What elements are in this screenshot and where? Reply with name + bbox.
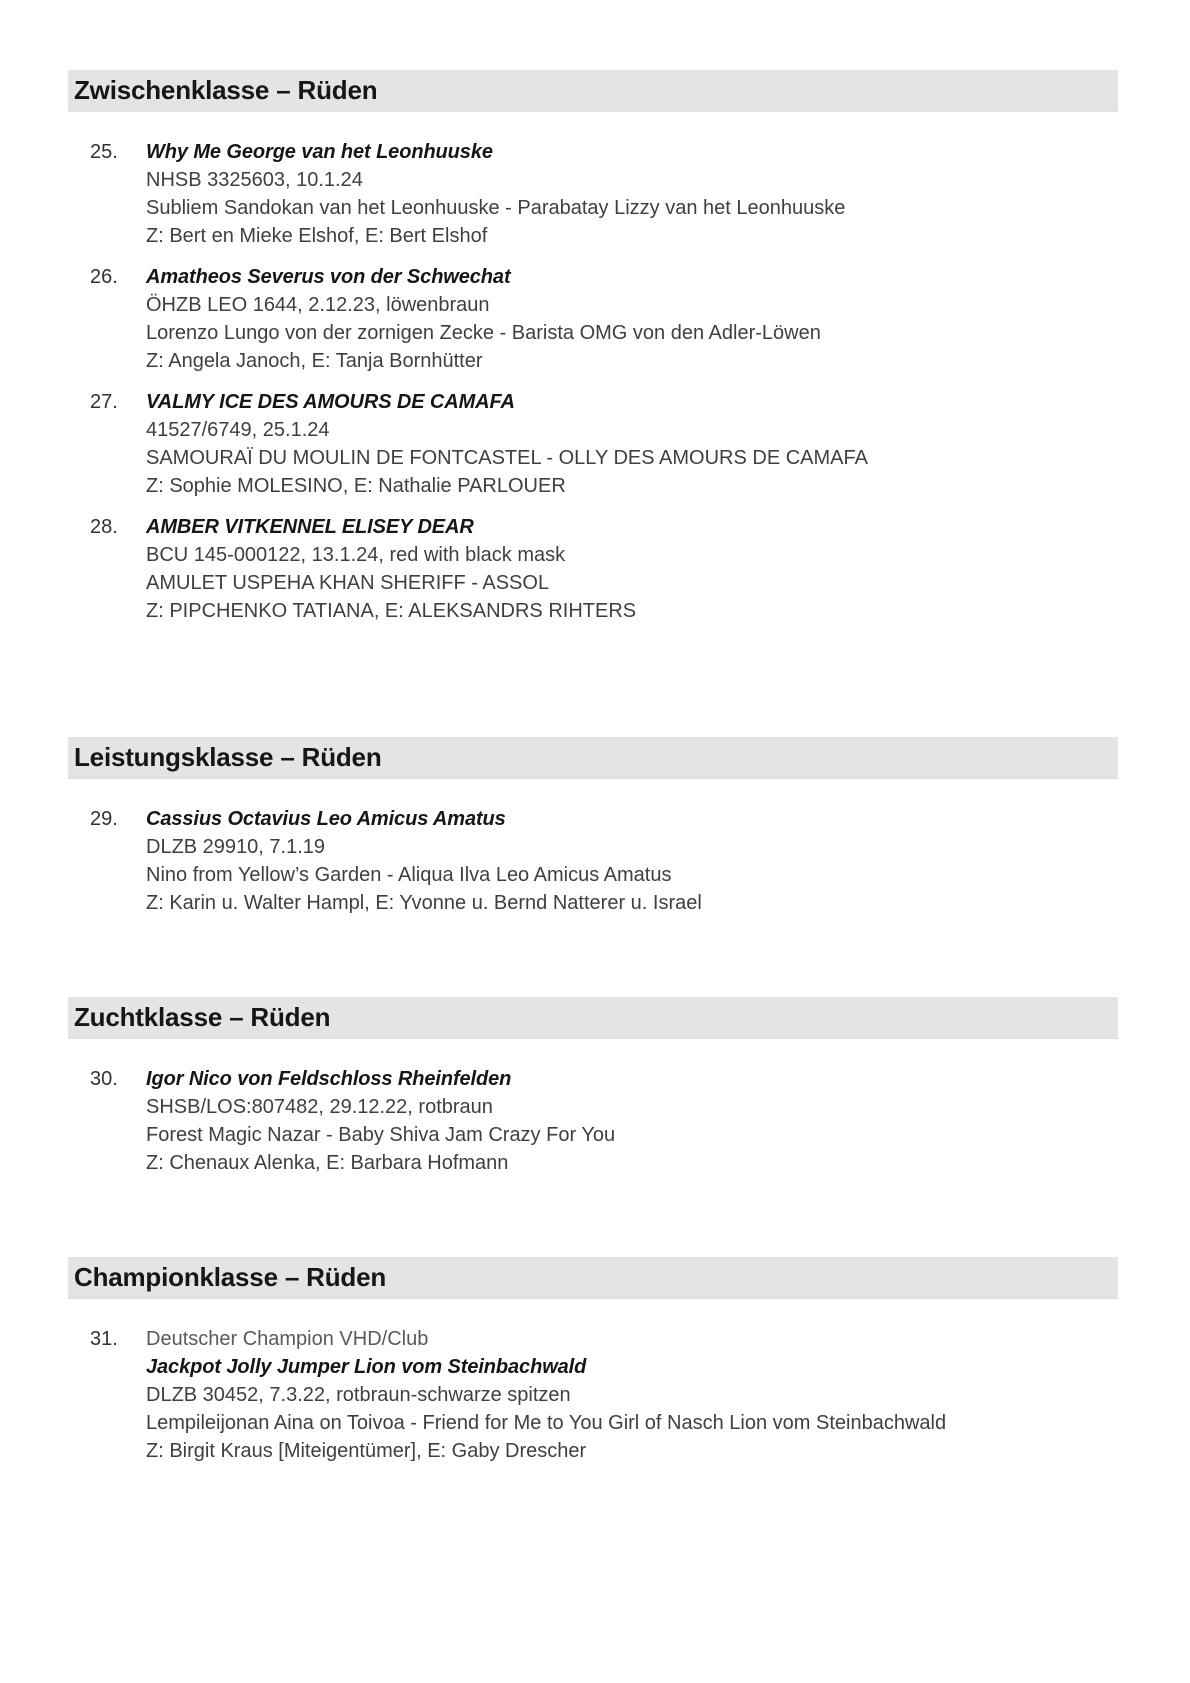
entry-list	[68, 1065, 1118, 1177]
dog-entry	[90, 805, 1118, 917]
entry-body	[146, 263, 1118, 375]
entry-list	[68, 138, 1118, 625]
entry-registration: NHSB 3325603, 10.1.24	[146, 169, 363, 191]
entry-body	[146, 805, 1118, 917]
entry-number: 30.	[90, 1068, 118, 1090]
entry-breeder-owner: Z: Bert en Mieke Elshof, E: Bert Elshof	[146, 225, 488, 247]
entry-parents: AMULET USPEHA KHAN SHERIFF - ASSOL	[146, 572, 550, 594]
entry-parents: Lempileijonan Aina on Toivoa - Friend for Me to You Girl of Nasch Lion vom Steinbachwald	[146, 1412, 947, 1434]
entry-pretitle: Deutscher Champion VHD/Club	[146, 1328, 429, 1350]
entry-registration: DLZB 29910, 7.1.19	[146, 836, 326, 858]
entry-list	[68, 805, 1118, 917]
entry-name: Igor Nico von Feldschloss Rheinfelden	[146, 1068, 512, 1090]
section-header-bar	[68, 70, 1118, 112]
section-title: Leistungsklasse – Rüden	[74, 742, 382, 772]
entry-parents: Nino from Yellow’s Garden - Aliqua Ilva Leo Amicus Amatus	[146, 864, 672, 886]
entry-breeder-owner: Z: Sophie MOLESINO, E: Nathalie PARLOUER	[146, 475, 566, 497]
entry-parents: Lorenzo Lungo von der zornigen Zecke - Barista OMG von den Adler-Löwen	[146, 322, 821, 344]
catalog-sections	[68, 70, 1118, 1465]
entry-number: 25.	[90, 141, 118, 163]
dog-entry	[90, 1065, 1118, 1177]
entry-registration: SHSB/LOS:807482, 29.12.22, rotbraun	[146, 1096, 493, 1118]
class-section	[68, 997, 1118, 1177]
section-header-bar	[68, 1257, 1118, 1299]
entry-name: AMBER VITKENNEL ELISEY DEAR	[146, 516, 474, 538]
entry-body	[146, 388, 1118, 500]
section-header-bar	[68, 737, 1118, 779]
entry-registration: BCU 145-000122, 13.1.24, red with black mask	[146, 544, 566, 566]
section-title: Zwischenklasse – Rüden	[74, 75, 378, 105]
entry-number: 28.	[90, 516, 118, 538]
entry-name: Jackpot Jolly Jumper Lion vom Steinbachwald	[146, 1356, 587, 1378]
dog-entry	[90, 138, 1118, 250]
entry-number: 27.	[90, 391, 118, 413]
entry-parents: Forest Magic Nazar - Baby Shiva Jam Crazy For You	[146, 1124, 616, 1146]
section-title: Zuchtklasse – Rüden	[74, 1002, 331, 1032]
entry-name: VALMY ICE DES AMOURS DE CAMAFA	[146, 391, 515, 413]
entry-parents: SAMOURAÏ DU MOULIN DE FONTCASTEL - OLLY DES AMOURS DE CAMAFA	[146, 447, 868, 469]
entry-body	[146, 138, 1118, 250]
entry-list	[68, 1325, 1118, 1465]
entry-number: 31.	[90, 1328, 118, 1350]
section-title: Championklasse – Rüden	[74, 1262, 387, 1292]
class-section	[68, 70, 1118, 625]
section-header-bar	[68, 997, 1118, 1039]
entry-registration: 41527/6749, 25.1.24	[146, 419, 330, 441]
entry-name: Why Me George van het Leonhuuske	[146, 141, 493, 163]
entry-body	[146, 1065, 1118, 1177]
entry-number: 29.	[90, 808, 118, 830]
entry-registration: DLZB 30452, 7.3.22, rotbraun-schwarze spitzen	[146, 1384, 571, 1406]
entry-breeder-owner: Z: Karin u. Walter Hampl, E: Yvonne u. Bernd Natterer u. Israel	[146, 892, 702, 914]
dog-entry	[90, 263, 1118, 375]
dog-entry	[90, 513, 1118, 625]
entry-name: Amatheos Severus von der Schwechat	[146, 266, 511, 288]
entry-breeder-owner: Z: Birgit Kraus [Miteigentümer], E: Gaby Drescher	[146, 1440, 587, 1462]
dog-entry	[90, 1325, 1118, 1465]
entry-body	[146, 513, 1118, 625]
entry-number: 26.	[90, 266, 118, 288]
entry-breeder-owner: Z: Angela Janoch, E: Tanja Bornhütter	[146, 350, 483, 372]
entry-parents: Subliem Sandokan van het Leonhuuske - Parabatay Lizzy van het Leonhuuske	[146, 197, 846, 219]
entry-breeder-owner: Z: PIPCHENKO TATIANA, E: ALEKSANDRS RIHTERS	[146, 600, 637, 622]
entry-registration: ÖHZB LEO 1644, 2.12.23, löwenbraun	[146, 294, 490, 316]
class-section	[68, 1257, 1118, 1465]
entry-name: Cassius Octavius Leo Amicus Amatus	[146, 808, 506, 830]
dog-entry	[90, 388, 1118, 500]
class-section	[68, 737, 1118, 917]
entry-body	[146, 1325, 1118, 1465]
entry-breeder-owner: Z: Chenaux Alenka, E: Barbara Hofmann	[146, 1152, 509, 1174]
